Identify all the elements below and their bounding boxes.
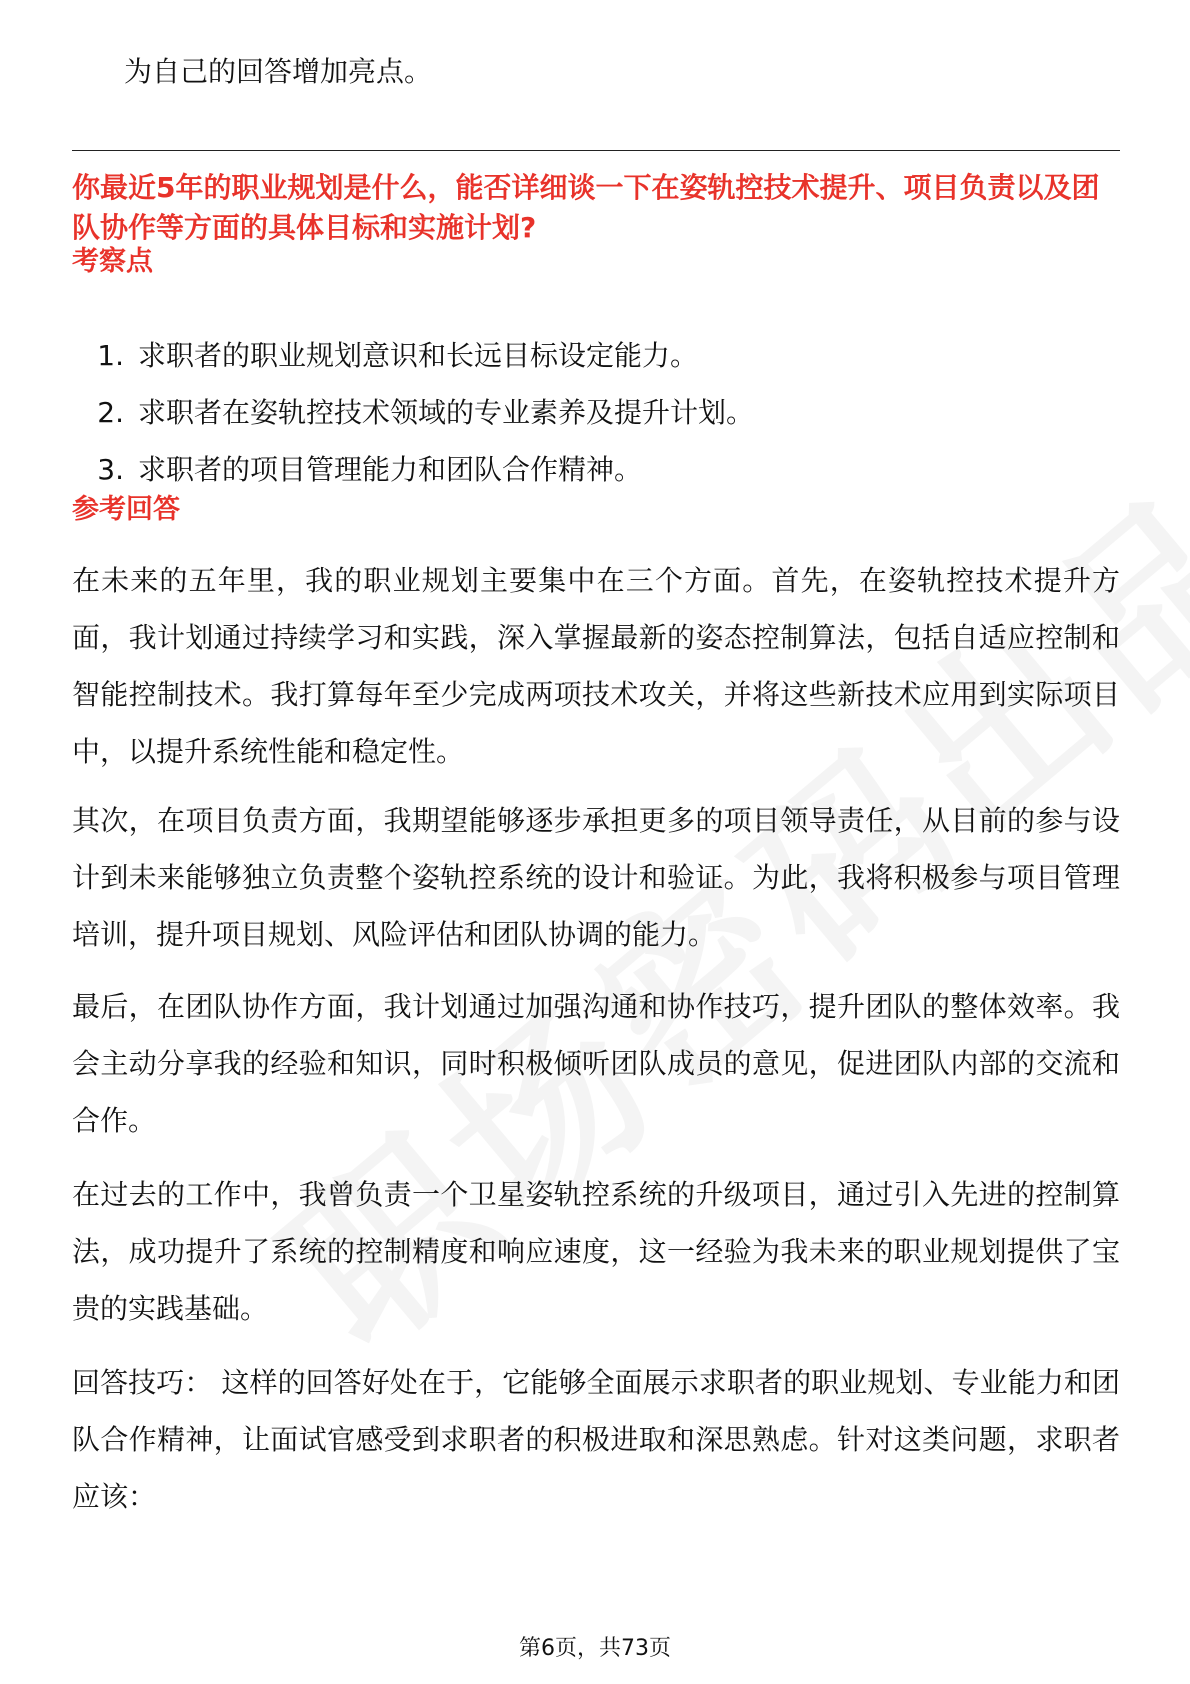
answer-tips-paragraph: 回答技巧： 这样的回答好处在于，它能够全面展示求职者的职业规划、专业能力和团队合作精神，让面试官感受到求职者的积极进取和深思熟虑。针对这类问题，求职者应该： <box>72 1366 1120 1513</box>
list-item <box>72 450 1120 507</box>
divider <box>72 150 1120 151</box>
list-item-number: 2. <box>97 396 124 429</box>
question-heading: 你最近5年的职业规划是什么，能否详细谈一下在姿轨控技术提升、项目负责以及团队协作等方面的具体目标和实施计划? <box>72 171 1100 244</box>
reference-answer-title: 参考回答 <box>72 494 180 525</box>
list-item-text: 求职者在姿轨控技术领域的专业素养及提升计划。 <box>138 396 755 429</box>
list-item <box>72 393 1120 450</box>
list-item-text: 求职者的职业规划意识和长远目标设定能力。 <box>138 339 699 372</box>
answer-paragraph: 在过去的工作中，我曾负责一个卫星姿轨控系统的升级项目，通过引入先进的控制算法，成功提升了系统的控制精度和响应速度，这一经验为我未来的职业规划提供了宝贵的实践基础。 <box>72 1178 1120 1325</box>
top-text: 为自己的回答增加亮点。 <box>124 55 433 88</box>
examine-points-title: 考察点 <box>72 246 153 277</box>
page-footer: 第6页，共73页 <box>519 1636 671 1661</box>
list-item-number: 1. <box>97 339 124 372</box>
answer-paragraph: 其次，在项目负责方面，我期望能够逐步承担更多的项目领导责任，从目前的参与设计到未来能够独立负责整个姿轨控系统的设计和验证。为此，我将积极参与项目管理培训，提升项目规划、风险评估和团队协调的能力。 <box>72 804 1120 951</box>
list-item-text: 求职者的项目管理能力和团队合作精神。 <box>138 453 643 486</box>
answer-paragraph: 最后，在团队协作方面，我计划通过加强沟通和协作技巧，提升团队的整体效率。我会主动分享我的经验和知识，同时积极倾听团队成员的意见，促进团队内部的交流和合作。 <box>72 990 1120 1137</box>
list-item-number: 3. <box>97 453 124 486</box>
answer-paragraph: 在未来的五年里，我的职业规划主要集中在三个方面。首先，在姿轨控技术提升方面，我计划通过持续学习和实践，深入掌握最新的姿态控制算法，包括自适应控制和智能控制技术。我打算每年至少完成两项技术攻关，并将这些新技术应用到实际项目中，以提升系统性能和稳定性。 <box>72 564 1120 768</box>
examine-points-list <box>72 336 1120 507</box>
list-item <box>72 336 1120 393</box>
